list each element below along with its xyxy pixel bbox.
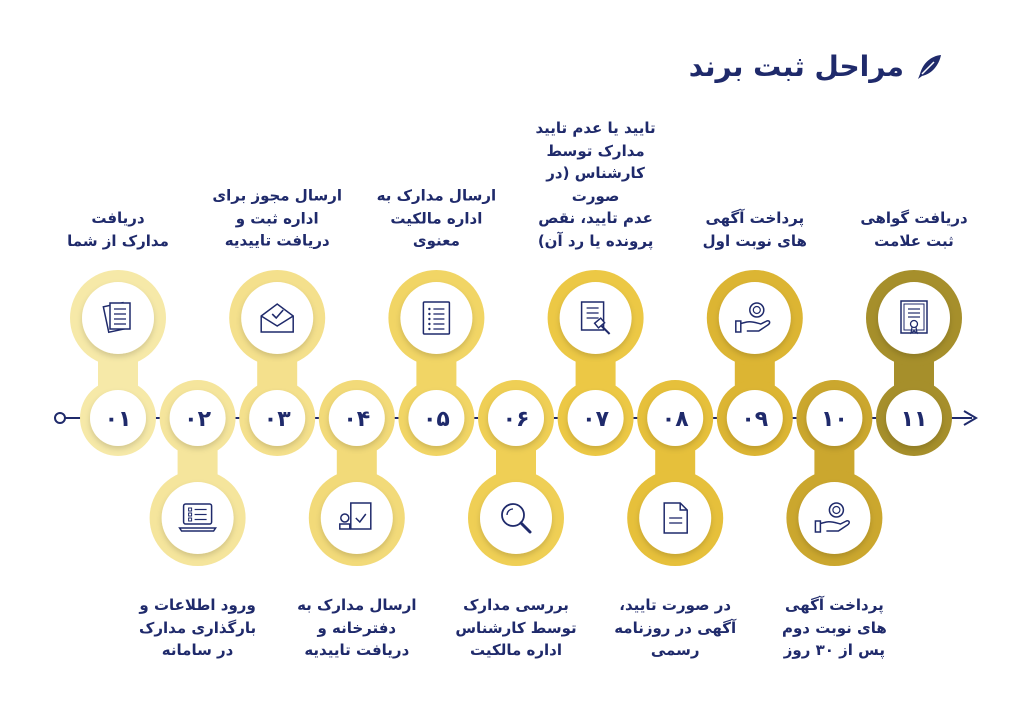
step-10-icon-disc <box>798 482 870 554</box>
step-9-label: پرداخت آگهی های نوبت اول <box>702 209 807 250</box>
step-6-number-node <box>478 380 554 456</box>
step-9-number: ۰۹ <box>741 407 769 432</box>
step-1-number: ۰۱ <box>104 407 132 432</box>
step-5-icon-node <box>388 270 484 366</box>
timeline-start-dot <box>55 413 65 423</box>
step-3-label: ارسال مجوز برای اداره ثبت و دریافت تاییدیه <box>212 186 342 250</box>
step-5-number-node <box>398 380 474 456</box>
step-1-number-node <box>80 380 156 456</box>
step-8-icon-node <box>627 470 723 566</box>
step-6-number: ۰۶ <box>502 407 530 432</box>
step-4-icon-node <box>309 470 405 566</box>
step-8-number: ۰۸ <box>661 407 689 432</box>
step-8-number-node <box>637 380 713 456</box>
step-10-label: پرداخت آگهی های نوبت دوم پس از ۳۰ روز <box>781 596 887 659</box>
step-3-number-node <box>239 380 315 456</box>
step-4-label: ارسال مدارک به دفترخانه و دریافت تاییدیه <box>297 596 417 659</box>
step-7-number: ۰۷ <box>582 407 610 432</box>
step-10-icon-node <box>786 470 882 566</box>
step-5-label: ارسال مدارک به اداره مالکیت معنوی <box>376 186 497 250</box>
step-11-number-node <box>876 380 952 456</box>
step-1-icon-node <box>70 270 166 366</box>
certificate-icon <box>901 301 927 333</box>
step-9-icon-disc <box>719 282 791 354</box>
step-9-icon-node <box>707 270 803 366</box>
document-list-icon <box>423 302 449 334</box>
step-7-number-node <box>558 380 634 456</box>
step-11-label: دریافت گواهی ثبت علامت <box>860 209 968 250</box>
step-2-number-node <box>160 380 236 456</box>
step-6-label: بررسی مدارک توسط کارشناس اداره مالکیت <box>455 596 577 659</box>
step-8-label: در صورت تایید، آگهی در روزنامه رسمی <box>614 596 737 659</box>
step-11-icon-node <box>866 270 962 366</box>
step-4-number-node <box>319 380 395 456</box>
step-9-number-node <box>717 380 793 456</box>
step-7-label: تایید یا عدم تایید مدارک توسط کارشناس (در صورت عدم تایید، نقص پرونده یا رد آن) <box>535 119 656 250</box>
step-6-icon-node <box>468 470 564 566</box>
documents-icon <box>103 303 130 333</box>
step-2-number: ۰۲ <box>184 407 212 432</box>
step-2-label: ورود اطلاعات و بارگذاری مدارک در سامانه <box>139 596 257 659</box>
step-10-number: ۱۰ <box>820 407 848 432</box>
document-icon <box>664 503 687 533</box>
step-11-number: ۱۱ <box>900 407 928 432</box>
step-7-icon-node <box>548 270 644 366</box>
step-5-number: ۰۵ <box>422 407 450 432</box>
step-10-number-node <box>796 380 872 456</box>
step-1-label: دریافت مدارک از شما <box>67 209 169 250</box>
title-text: مراحل ثبت برند <box>688 50 904 83</box>
step-3-icon-node <box>229 270 325 366</box>
step-3-number: ۰۳ <box>263 407 291 432</box>
step-4-number: ۰۴ <box>343 407 371 432</box>
steps-layer <box>70 270 962 566</box>
step-2-icon-node <box>150 470 246 566</box>
